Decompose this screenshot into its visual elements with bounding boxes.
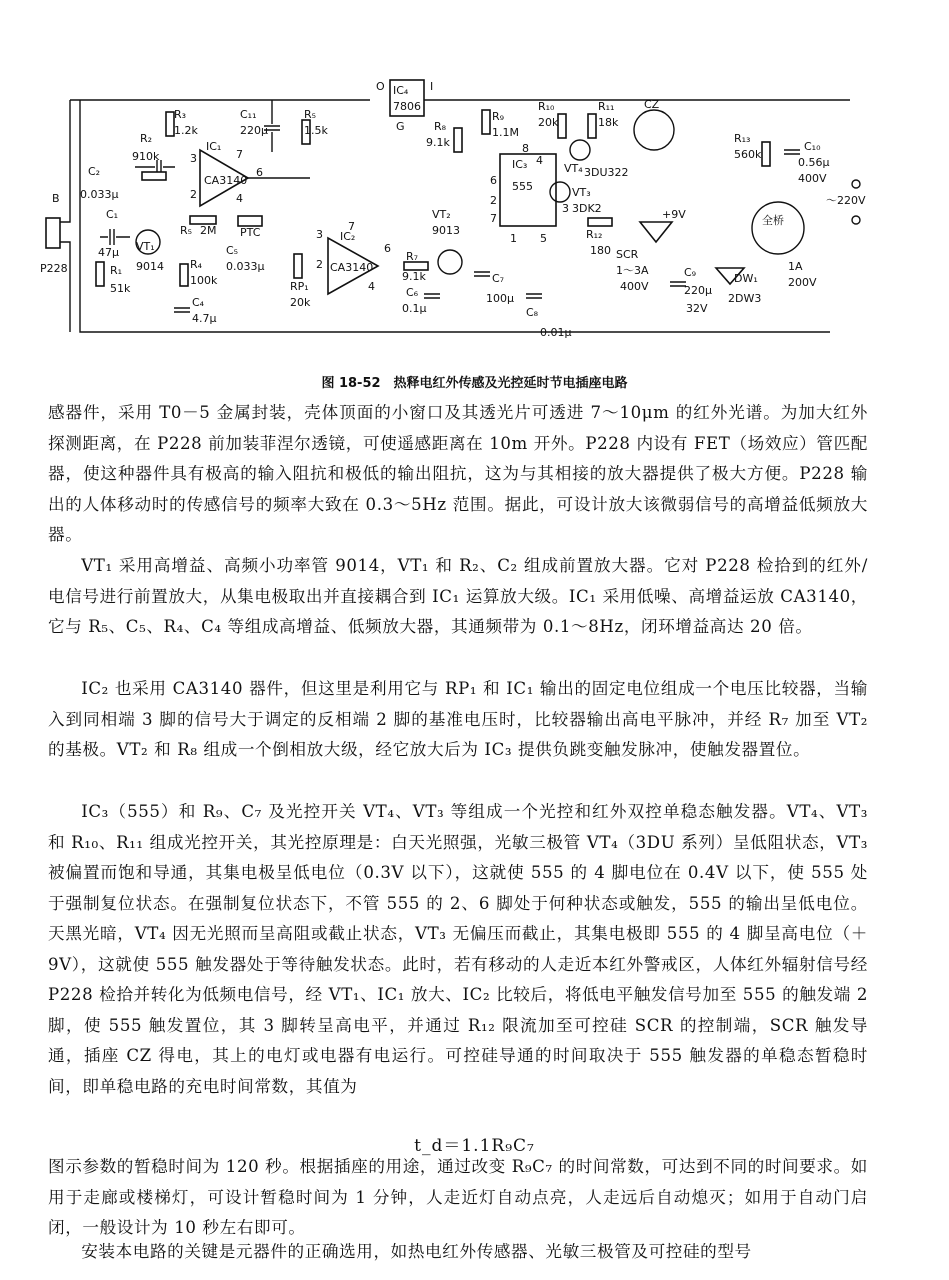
svg-text:VT₁: VT₁ [136, 240, 155, 253]
svg-text:CZ: CZ [644, 98, 660, 111]
svg-text:1: 1 [510, 232, 517, 245]
svg-text:560k: 560k [734, 148, 762, 161]
svg-text:C₁₀: C₁₀ [804, 140, 821, 153]
svg-text:C₂: C₂ [88, 165, 101, 178]
paragraph-5: 图示参数的暂稳时间为 120 秒。根据插座的用途，通过改变 R₉C₇ 的时间常数，可达到不同的时间要求。如用于走廊或楼梯灯，可设计暂稳时间为 1 分钟，人走近灯自动点亮，人走远后自动熄灭；如用于自动门启闭，一般设计为 10 秒左右即可。 [48, 1157, 869, 1237]
svg-text:R₁₀: R₁₀ [538, 100, 555, 113]
svg-text:R₅: R₅ [180, 224, 193, 237]
formula: t_d＝1.1R₉C₇ [414, 1136, 535, 1156]
transistor-vt2 [438, 250, 462, 274]
paragraph-4: IC₃（555）和 R₉、C₇ 及光控开关 VT₄、VT₃ 等组成一个光控和红外双控单稳态触发器。VT₄、VT₃ 和 R₁₀、R₁₁ 组成光控开关，其光控原理是：白天光照强，光敏三极管 VT₄（3DU 系列）呈低阻状态，VT₃ 被偏置而饱和导通，其集电极呈低电位（0.3V 以下），这就使 555 的 4 脚电位在 0.4V 以下，使 555 处于强制复位状态。在强制复位状态下，不管 555 的 2、6 脚处于何种状态或触发，555 的输出呈低电位。天黑光暗，VT₄ 因无光照而呈高阻或截止状态，VT₃ 无偏压而截止，其集电极即 555 的 4 脚呈高电位（＋9V），这就使 555 触发器处于等待触发状态。此时，若有移动的人走近本红外警戒区，人体红外辐射信号经 P228 检拾并转化为低频电信号，经 VT₁、IC₁ 放大、IC₂ 比较后，将低电平触发信号加至 555 的触发端 2 脚，使 555 触发置位，其 3 脚转呈高电平，并通过 R₁₂ 限流加至可控硅 SCR 的控制端，SCR 触发导通，插座 CZ 得电，其上的电灯或电器有电运行。可控硅导通的时间取决于 555 触发器的单稳态暂稳时间，即单稳电路的充电时间常数，其值为 [48, 802, 868, 1096]
svg-text:400V: 400V [620, 280, 649, 293]
resistor-r11 [588, 114, 596, 138]
svg-text:9.1k: 9.1k [402, 270, 426, 283]
resistor-r12 [588, 218, 612, 226]
svg-text:18k: 18k [598, 116, 619, 129]
paragraph-6: 安装本电路的关键是元器件的正确选用，如热电红外传感器、光敏三极管及可控硅的型号 [81, 1242, 752, 1261]
svg-text:7: 7 [236, 148, 243, 161]
svg-text:C₅: C₅ [226, 244, 239, 257]
svg-text:R₁₂: R₁₂ [586, 228, 603, 241]
svg-text:1.2k: 1.2k [174, 124, 198, 137]
svg-text:R₇: R₇ [406, 250, 419, 263]
svg-text:7806: 7806 [393, 100, 421, 113]
bridge-rectifier [752, 202, 804, 254]
resistor-r8 [454, 128, 462, 152]
paragraph-3: IC₂ 也采用 CA3140 器件，但这里是利用它与 RP₁ 和 IC₁ 输出的固定电位组成一个电压比较器，当输入到同相端 3 脚的信号大于调定的反相端 2 脚的基准电压时，比较器输出高电平脉冲，并经 R₇ 加至 VT₂ 的基极。VT₂ 和 R₈ 组成一个倒相放大级，经它放大后为 IC₃ 提供负跳变触发脉冲，使触发器置位。 [48, 679, 868, 759]
paragraph-1: 感器件，采用 T0－5 金属封装，壳体顶面的小窗口及其透光片可透进 7～10μm 的红外光谱。为加大红外探测距离，在 P228 前加装菲涅尔透镜，可使遥感距离在 10m 开外。P228 内设有 FET（场效应）管匹配器，使这种器件具有极高的输入阻抗和极低的输出阻抗，这为与其相接的放大器提供了极大方便。P228 输出的人体移动时的传感信号的频率大致在 0.3～5Hz 范围。据此，可设计放大该微弱信号的高增益低频放大器。 [48, 403, 868, 544]
svg-text:全桥: 全桥 [762, 214, 784, 227]
ac-terminal-top [852, 180, 860, 188]
circuit-diagram [40, 72, 920, 372]
svg-text:220μ: 220μ [684, 284, 712, 297]
socket-cz [634, 110, 674, 150]
svg-text:IC₁: IC₁ [206, 140, 222, 153]
svg-text:555: 555 [512, 180, 533, 193]
svg-text:100k: 100k [190, 274, 218, 287]
svg-text:3DK2: 3DK2 [572, 202, 602, 215]
svg-text:3: 3 [562, 202, 569, 215]
svg-text:9014: 9014 [136, 260, 164, 273]
svg-text:0.033μ: 0.033μ [80, 188, 119, 201]
svg-text:4: 4 [368, 280, 375, 293]
paragraph-2: VT₁ 采用高增益、高频小功率管 9014，VT₁ 和 R₂、C₂ 组成前置放大器。它对 P228 检拾到的红外/电信号进行前置放大，从集电极取出并直接耦合到 IC₁ 运算放大级。IC₁ 采用低噪、高增益运放 CA3140，它与 R₅、C₅、R₄、C₄ 等组成高增益、低频放大器，其通频带为 0.1～8Hz，闭环增益高达 20 倍。 [48, 556, 868, 636]
svg-text:CA3140: CA3140 [330, 261, 374, 274]
svg-text:1～3A: 1～3A [616, 264, 649, 277]
resistor-r4 [180, 264, 188, 286]
svg-text:R₉: R₉ [492, 110, 505, 123]
svg-text:RP₁: RP₁ [290, 280, 309, 293]
svg-text:C₆: C₆ [406, 286, 419, 299]
svg-text:R₈: R₈ [434, 120, 447, 133]
svg-text:2: 2 [490, 194, 497, 207]
svg-text:400V: 400V [798, 172, 827, 185]
svg-text:C₄: C₄ [192, 296, 205, 309]
svg-text:P228: P228 [40, 262, 68, 275]
svg-text:8: 8 [522, 142, 529, 155]
svg-text:B: B [52, 192, 60, 205]
svg-text:47μ: 47μ [98, 246, 119, 259]
svg-text:C₈: C₈ [526, 306, 539, 319]
svg-text:2DW3: 2DW3 [728, 292, 762, 305]
svg-text:6: 6 [384, 242, 391, 255]
svg-text:R₁: R₁ [110, 264, 123, 277]
svg-text:3DU322: 3DU322 [584, 166, 629, 179]
svg-text:1A: 1A [788, 260, 803, 273]
svg-text:9.1k: 9.1k [426, 136, 450, 149]
svg-text:DW₁: DW₁ [734, 272, 758, 285]
svg-text:20k: 20k [538, 116, 559, 129]
svg-text:C₇: C₇ [492, 272, 505, 285]
svg-text:5: 5 [540, 232, 547, 245]
svg-text:180: 180 [590, 244, 611, 257]
scr-thyristor [640, 222, 672, 242]
cap-c6 [424, 294, 440, 298]
svg-text:C₁₁: C₁₁ [240, 108, 257, 121]
svg-text:CA3140: CA3140 [204, 174, 248, 187]
svg-text:4: 4 [536, 154, 543, 167]
svg-text:1.5k: 1.5k [304, 124, 328, 137]
svg-text:0.56μ: 0.56μ [798, 156, 830, 169]
svg-text:3: 3 [316, 228, 323, 241]
svg-text:C₉: C₉ [684, 266, 697, 279]
svg-text:6: 6 [490, 174, 497, 187]
svg-text:3: 3 [190, 152, 197, 165]
resistor-r5 [190, 216, 216, 224]
svg-text:20k: 20k [290, 296, 311, 309]
svg-text:IC₄: IC₄ [393, 84, 409, 97]
svg-text:R₂: R₂ [140, 132, 153, 145]
svg-text:VT₂: VT₂ [432, 208, 451, 221]
svg-text:R₅: R₅ [304, 108, 317, 121]
svg-text:VT₃: VT₃ [572, 186, 591, 199]
svg-text:4: 4 [236, 192, 243, 205]
cap-c1 [100, 229, 130, 245]
svg-text:R₃: R₃ [174, 108, 187, 121]
cap-c8 [526, 294, 542, 298]
phototransistor-vt4 [570, 140, 590, 160]
svg-text:O: O [376, 80, 385, 93]
svg-text:51k: 51k [110, 282, 131, 295]
svg-text:200V: 200V [788, 276, 817, 289]
svg-text:IC₂: IC₂ [340, 230, 356, 243]
svg-text:100μ: 100μ [486, 292, 514, 305]
svg-text:+9V: +9V [662, 208, 686, 221]
svg-text:0.1μ: 0.1μ [402, 302, 427, 315]
svg-text:VT₄: VT₄ [564, 162, 583, 175]
resistor-r3 [166, 112, 174, 136]
svg-text:0.01μ: 0.01μ [540, 326, 572, 339]
svg-text:PTC: PTC [240, 226, 261, 239]
resistor-r1 [96, 262, 104, 286]
svg-text:6: 6 [256, 166, 263, 179]
p228-sensor [46, 218, 60, 248]
svg-text:2M: 2M [200, 224, 217, 237]
svg-text:7: 7 [490, 212, 497, 225]
svg-text:0.033μ: 0.033μ [226, 260, 265, 273]
svg-text:4.7μ: 4.7μ [192, 312, 217, 325]
potentiometer-rp1 [294, 254, 302, 278]
svg-text:～220V: ～220V [826, 194, 866, 207]
resistor-r9 [482, 110, 490, 134]
figure-caption: 图 18-52 热释电红外传感及光控延时节电插座电路 [321, 376, 628, 391]
svg-text:R₁₃: R₁₃ [734, 132, 751, 145]
svg-text:910k: 910k [132, 150, 160, 163]
svg-text:SCR: SCR [616, 248, 639, 261]
cap-c7 [474, 272, 490, 276]
resistor-r7 [404, 262, 428, 270]
svg-text:C₁: C₁ [106, 208, 119, 221]
svg-text:I: I [430, 80, 434, 93]
svg-text:2: 2 [316, 258, 323, 271]
svg-text:7: 7 [348, 220, 355, 233]
svg-text:32V: 32V [686, 302, 708, 315]
svg-text:2: 2 [190, 188, 197, 201]
svg-text:R₁₁: R₁₁ [598, 100, 615, 113]
ac-terminal-bottom [852, 216, 860, 224]
svg-text:9013: 9013 [432, 224, 460, 237]
svg-text:G: G [396, 120, 405, 133]
cap-c10 [784, 150, 800, 154]
svg-text:1.1M: 1.1M [492, 126, 519, 139]
resistor-r2 [142, 172, 166, 180]
resistor-r10 [558, 114, 566, 138]
svg-text:R₄: R₄ [190, 258, 203, 271]
svg-text:IC₃: IC₃ [512, 158, 528, 171]
ptc-thermistor [238, 216, 262, 226]
svg-text:220μ: 220μ [240, 124, 268, 137]
cap-c4 [174, 308, 190, 312]
resistor-r13 [762, 142, 770, 166]
